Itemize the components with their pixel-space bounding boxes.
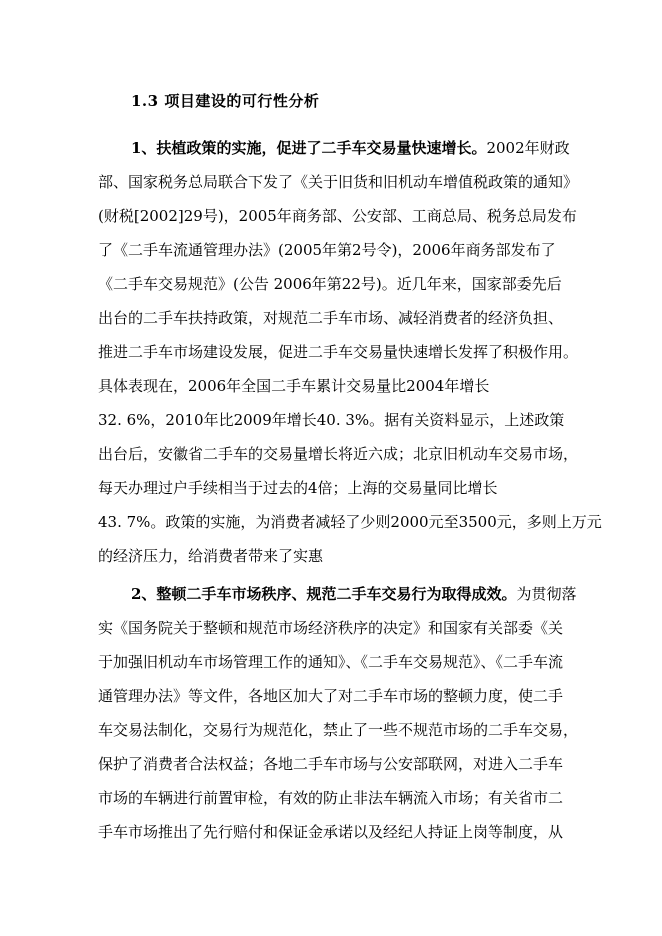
paragraph2-line: 通管理办法》等文件，各地区加大了对二手车市场的整顿力度，使二手	[98, 687, 564, 705]
paragraph1-lead-bold: 1、扶植政策的实施，促进了二手车交易量快速增长。	[131, 139, 487, 157]
paragraph1-line: 部、国家税务总局联合下发了《关于旧货和旧机动车增值税政策的通知》	[98, 173, 579, 191]
paragraph1-line: 每天办理过户手续相当于过去的4倍；上海的交易量同比增长	[98, 479, 498, 497]
paragraph2-line: 手车市场推出了先行赔付和保证金承诺以及经纪人持证上岗等制度，从	[98, 823, 564, 841]
paragraph2-line: 车交易法制化，交易行为规范化，禁止了一些不规范市场的二手车交易，	[98, 721, 579, 739]
paragraph2-lead-rest: 为贯彻落	[516, 585, 577, 603]
paragraph2-line: 于加强旧机动车市场管理工作的通知》、《二手车交易规范》、《二手车流	[98, 653, 564, 671]
paragraph1-line: (财税[2002]29号)，2005年商务部、公安部、工商总局、税务总局发布	[98, 207, 577, 225]
paragraph1-line: 了《二手车流通管理办法》(2005年第2号令)，2006年商务部发布了	[98, 241, 556, 259]
paragraph1-line: 的经济压力，给消费者带来了实惠	[98, 547, 324, 565]
paragraph1-line: 《二手车交易规范》(公告 2006年第22号)。近几年来，国家部委先后	[98, 275, 562, 293]
paragraph1-line: 32. 6%，2010年比2009年增长40. 3%。据有关资料显示，上述政策	[98, 411, 565, 429]
paragraph1-line: 推进二手车市场建设发展，促进二手车交易量快速增长发挥了积极作用。	[98, 343, 579, 361]
paragraph1-line: 出台后，安徽省二手车的交易量增长将近六成；北京旧机动车交易市场，	[98, 445, 579, 463]
paragraph2-line: 市场的车辆进行前置审检，有效的防止非法车辆流入市场；有关省市二	[98, 789, 564, 807]
paragraph1-line: 出台的二手车扶持政策，对规范二手车市场、减轻消费者的经济负担、	[98, 309, 564, 327]
paragraph1-line: 具体表现在，2006年全国二手车累计交易量比2004年增长	[98, 377, 490, 395]
paragraph1-lead-rest: 2002年财政	[486, 139, 570, 157]
paragraph2-line: 实《国务院关于整顿和规范市场经济秩序的决定》和国家有关部委《关	[98, 619, 564, 637]
section-heading: 1.3 项目建设的可行性分析	[131, 92, 320, 110]
paragraph2-lead-bold: 2、整顿二手车市场秩序、规范二手车交易行为取得成效。	[131, 585, 517, 603]
paragraph2-line: 保护了消费者合法权益；各地二手车市场与公安部联网，对进入二手车	[98, 755, 564, 773]
paragraph2-first-line	[131, 584, 590, 604]
paragraph1-first-line	[131, 138, 590, 158]
paragraph1-line: 43. 7%。政策的实施，为消费者减轻了少则2000元至3500元，多则上万元	[98, 513, 602, 531]
